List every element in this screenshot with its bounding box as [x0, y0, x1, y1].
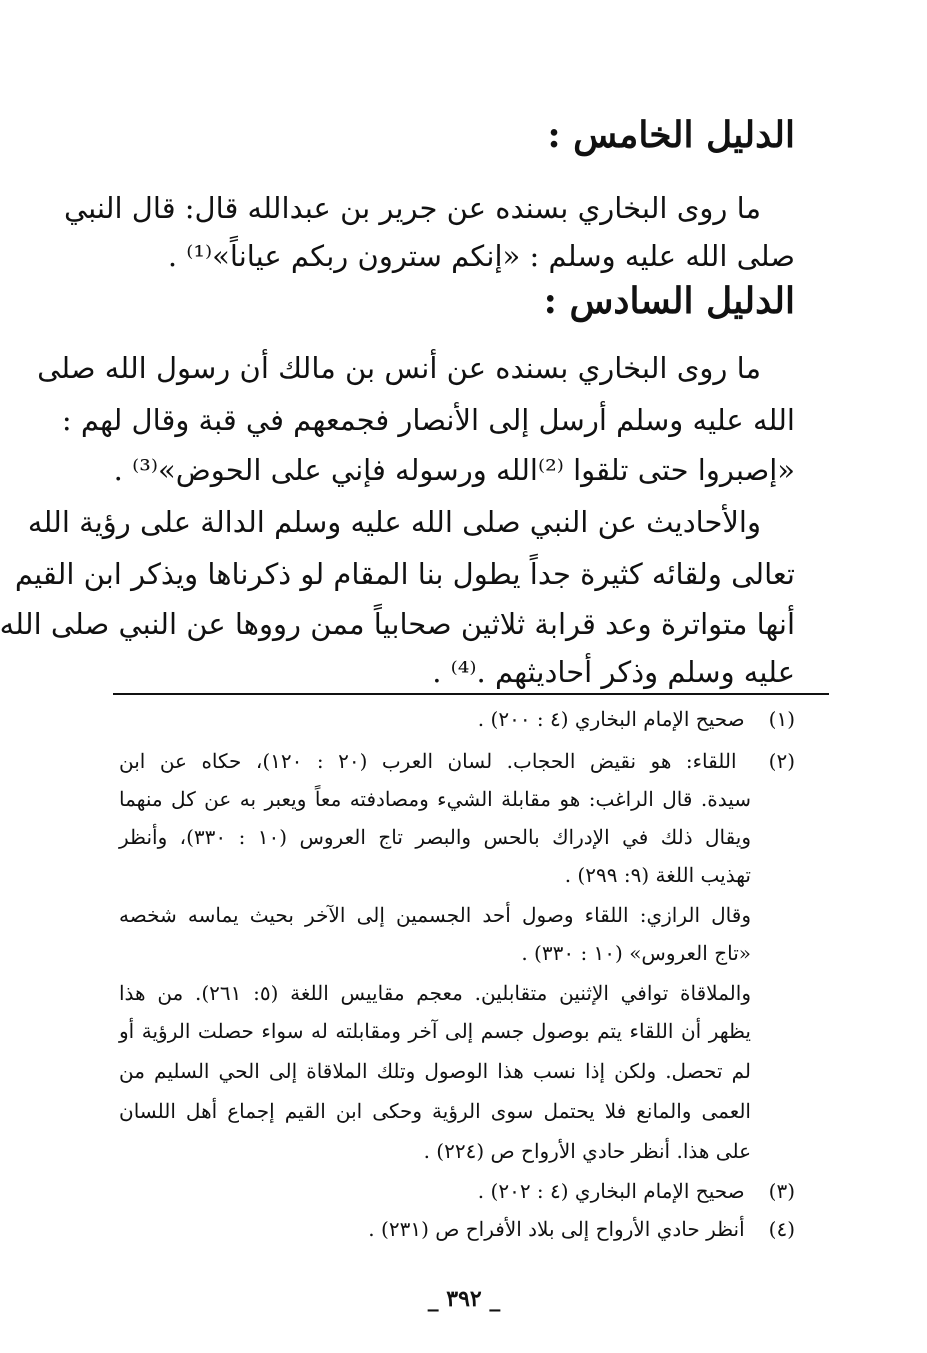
footnote-number: (٢): [768, 749, 795, 773]
text-line: الله عليه وسلم أرسل إلى الأنصار فجمعهم في قبة وقال لهم :: [61, 403, 795, 437]
text-line: صلى الله عليه وسلم : «إنكم سترون ربكم عياناً»⁽¹⁾ .: [167, 239, 795, 273]
text-line: أنها متواترة وعد قرابة ثلاثين صحابياً ممن رووها عن النبي صلى الله: [0, 607, 795, 641]
footnote-number: (٣): [768, 1179, 795, 1203]
footnote-line: على هذا. أنظر حادي الأرواح ص (٢٢٤) .: [423, 1139, 751, 1163]
footnote-number: (٤): [768, 1217, 795, 1241]
heading-fifth-evidence: الدليل الخامس :: [547, 114, 795, 156]
footnote-separator: [113, 693, 829, 695]
footnote-line: العمى والمانع فلا يحتمل سوى الرؤية وحكى ابن القيم إجماع أهل اللسان: [119, 1099, 751, 1123]
text-line: والأحاديث عن النبي صلى الله عليه وسلم الدالة على رؤية الله: [27, 505, 761, 539]
footnote-line: يظهر أن اللقاء يتم بوصول جسم إلى آخر ومقابلته له سواء حصلت الرؤية أو: [119, 1019, 751, 1043]
footnote-line: والملاقاة توافي الإثنين متقابلين. معجم مقاييس اللغة (٥: ٢٦١). من هذا: [119, 981, 751, 1005]
footnote-text: صحيح الإمام البخاري (٤ : ٢٠٠) .: [477, 707, 745, 731]
footnote-line: ويقال ذلك في الإدراك بالحس والبصر تاج العروس (١٠ : ٣٣٠)، وأنظر: [119, 825, 751, 849]
text-line: ما روى البخاري بسنده عن جرير بن عبدالله قال: قال النبي: [64, 191, 761, 225]
footnote-4: [119, 1210, 795, 1248]
footnote-number: (١): [768, 707, 795, 731]
heading-sixth-evidence: الدليل السادس :: [543, 280, 795, 322]
text-line: تعالى ولقائه كثيرة جداً يطول بنا المقام لو ذكرناها ويذكر ابن القيم: [14, 557, 795, 591]
footnote-line: لم تحصل. ولكن إذا نسب هذا الوصول وتلك الملاقاة إلى الحي السليم من: [119, 1059, 751, 1083]
text-line: عليه وسلم وذكر أحاديثهم .⁽⁴⁾ .: [432, 655, 795, 689]
footnote-text: صحيح الإمام البخاري (٤ : ٢٠٢) .: [477, 1179, 745, 1203]
book-page: [1, 0, 927, 1353]
footnote-text: اللقاء: هو نقيض الحجاب. لسان العرب (٢٠ : ١٢٠)، حكاه عن ابن: [119, 749, 737, 773]
text-line: «إصبروا حتى تلقوا ⁽²⁾الله ورسوله فإني على الحوض»⁽³⁾ .: [113, 453, 795, 487]
page-number: _ ٣٩٢ _: [427, 1286, 501, 1312]
footnote-line: سيدة. قال الراغب: هو مقابلة الشيء ومصادفته معاً ويعبر به عن كل منهما: [119, 787, 751, 811]
footnote-1: [119, 700, 795, 738]
footnote-2: [119, 742, 795, 780]
footnote-line: وقال الرازي: اللقاء وصول أحد الجسمين إلى الآخر بحيث يماسه شخصه: [119, 903, 751, 927]
footnote-line: «تاج العروس» (١٠ : ٣٣٠) .: [521, 941, 751, 965]
footnote-3: [119, 1172, 795, 1210]
footnote-line: تهذيب اللغة (٩: ٢٩٩) .: [564, 863, 751, 887]
text-line: ما روى البخاري بسنده عن أنس بن مالك أن رسول الله صلى: [37, 351, 761, 385]
footnote-text: أنظر حادي الأرواح إلى بلاد الأفراح ص (٢٣١) .: [368, 1217, 745, 1241]
